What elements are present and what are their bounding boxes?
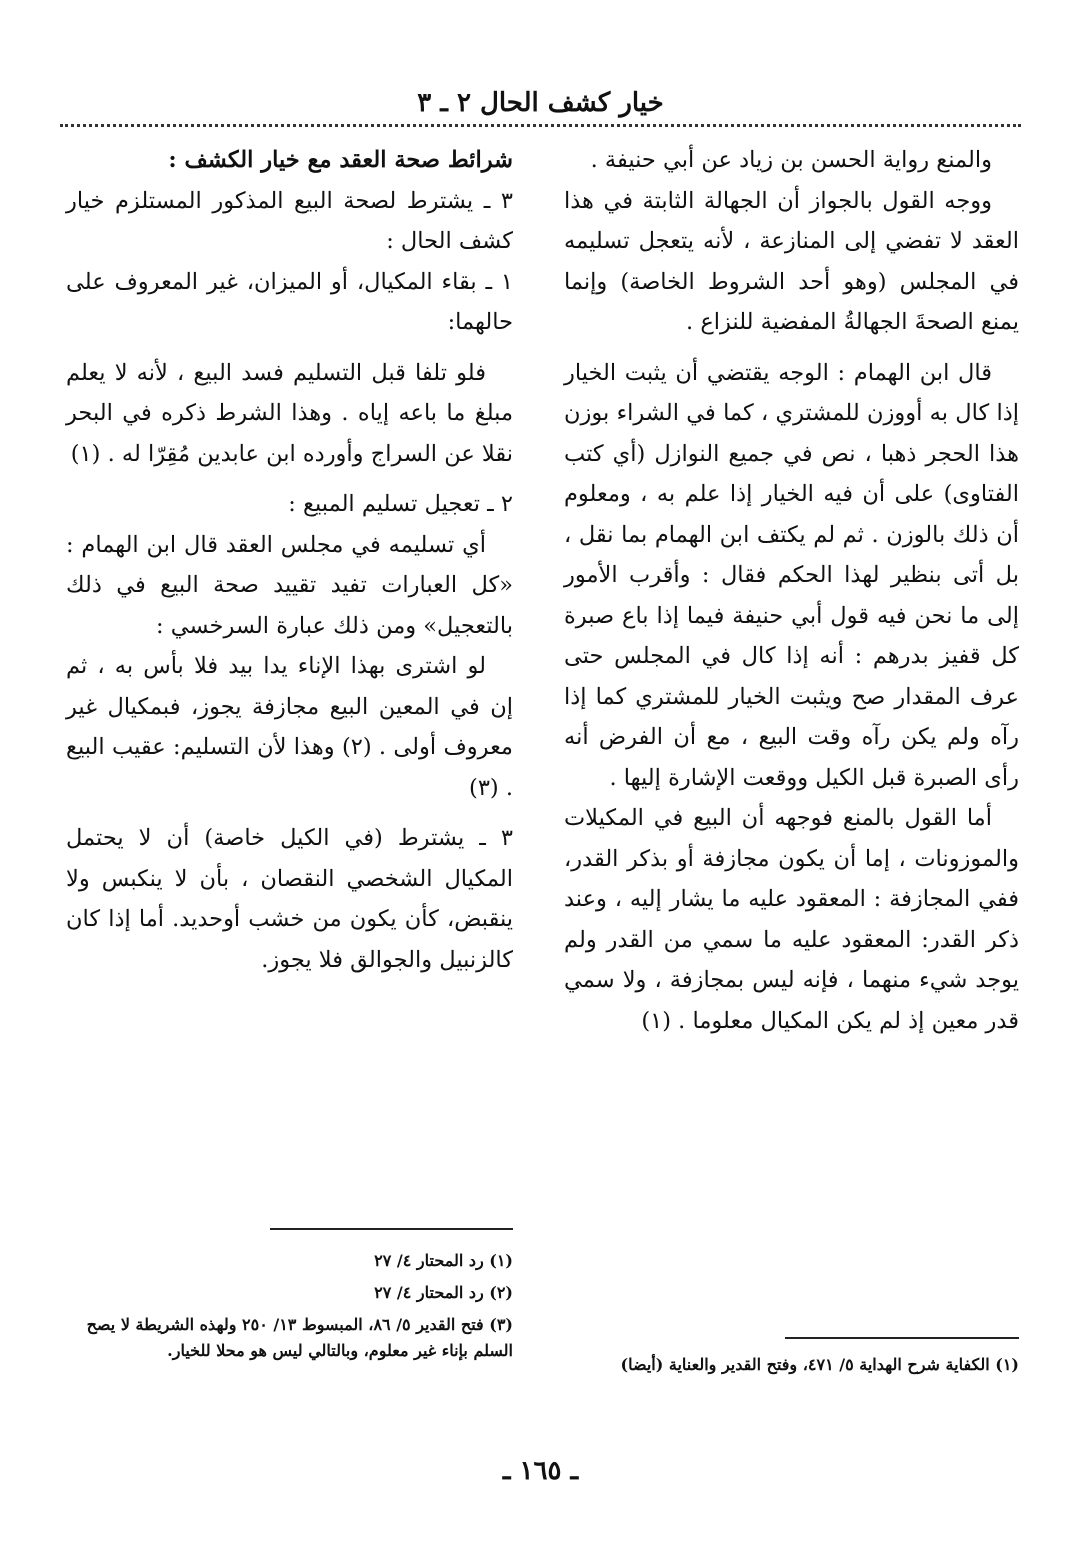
paragraph: أما القول بالمنع فوجهه أن البيع في المكيلات والموزونات ، إما أن يكون مجازفة أو بذكر القدر، ففي المجازفة : المعقود عليه ما يشار إليه ، وعند ذكر القدر: المعقود عليه ما سمي من القدر ولم يوجد شيء منهما ، فإنه ليس بمجازفة ، ولا سمي قدر معين إذ لم يكن المكيال معلوما . (١): [564, 805, 1019, 1034]
paragraph: أي تسليمه في مجلس العقد قال ابن الهمام : «كل العبارات تفيد تقييد صحة البيع في ذلك بالتعجيل» ومن ذلك عبارة السرخسي :: [66, 531, 513, 639]
footnote: (٣) فتح القدير ٥/ ٨٦، المبسوط ١٣/ ٢٥٠ ولهذه الشريطة لا يصح السلم بإناء غير معلوم، وبالتالي ليس هو محلا للخيار.: [86, 1315, 513, 1360]
right-column: [564, 140, 1019, 1041]
paragraph: ٢ ـ تعجيل تسليم المبيع :: [288, 491, 513, 517]
footnote: (١) الكفاية شرح الهداية ٥/ ٤٧١، وفتح القدير والعناية (أيضا): [620, 1355, 1019, 1374]
left-footnotes: [66, 1248, 513, 1370]
paragraph: لو اشترى بهذا الإناء يدا بيد فلا بأس به ، ثم إن في المعين البيع مجازفة يجوز، فبمكيال غير معروف أولى . (٢) وهذا لأن التسليم: عقيب البيع . (٣): [66, 653, 513, 801]
page-number: ـ ١٦٥ ـ: [502, 1456, 579, 1486]
footnote-divider: [785, 1337, 1019, 1339]
paragraph: ٣ ـ يشترط لصحة البيع المذكور المستلزم خيار كشف الحال :: [66, 187, 513, 254]
left-column: [66, 140, 513, 980]
section-heading: شرائط صحة العقد مع خيار الكشف :: [168, 147, 513, 173]
running-header: خيار كشف الحال ٢ ـ ٣: [60, 82, 1021, 127]
paragraph: ووجه القول بالجواز أن الجهالة الثابتة في هذا العقد لا تفضي إلى المنازعة ، لأنه يتعجل تسليمه في المجلس (وهو أحد الشروط الخاصة) وإنما يمنع الصحةَ الجهالةُ المفضية للنزاع .: [564, 187, 1019, 335]
paragraph: فلو تلفا قبل التسليم فسد البيع ، لأنه لا يعلم مبلغ ما باعه إياه . وهذا الشرط ذكره في البحر نقلا عن السراج وأورده ابن عابدين مُقِرّا له . (١): [66, 359, 513, 467]
footnote: (١) رد المحتار ٤/ ٢٧: [374, 1251, 513, 1270]
footnote-divider: [270, 1228, 513, 1230]
paragraph: والمنع رواية الحسن بن زياد عن أبي حنيفة .: [590, 147, 992, 173]
paragraph: ٣ ـ يشترط (في الكيل خاصة) أن لا يحتمل المكيال الشخصي النقصان ، بأن لا ينكبس ولا ينقبض، كأن يكون من خشب أوحديد. أما إذا كان كالزنبيل والجوالق فلا يجوز.: [66, 825, 513, 973]
paragraph: قال ابن الهمام : الوجه يقتضي أن يثبت الخيار إذا كال به أووزن للمشتري ، كما في الشراء بوزن هذا الحجر ذهبا ، نص في جميع النوازل (أي كتب الفتاوى) على أن فيه الخيار إذا علم به ، ومعلوم أن ذلك بالوزن . ثم لم يكتف ابن الهمام بما نقل ، بل أتى بنظير لهذا الحكم فقال : وأقرب الأمور إلى ما نحن فيه قول أبي حنيفة فيما إذا باع صبرة كل قفيز بدرهم : أنه إذا كال في المجلس حتى عرف المقدار صح ويثبت الخيار للمشتري كما إذا رآه ولم يكن رآه وقت البيع ، مع أن الفرض أنه رأى الصبرة قبل الكيل ووقعت الإشارة إليها .: [564, 359, 1019, 791]
footnote: (٢) رد المحتار ٤/ ٢٧: [374, 1283, 513, 1302]
right-footnotes: [564, 1352, 1019, 1384]
paragraph: ١ ـ بقاء المكيال، أو الميزان، غير المعروف على حالهما:: [66, 268, 513, 335]
